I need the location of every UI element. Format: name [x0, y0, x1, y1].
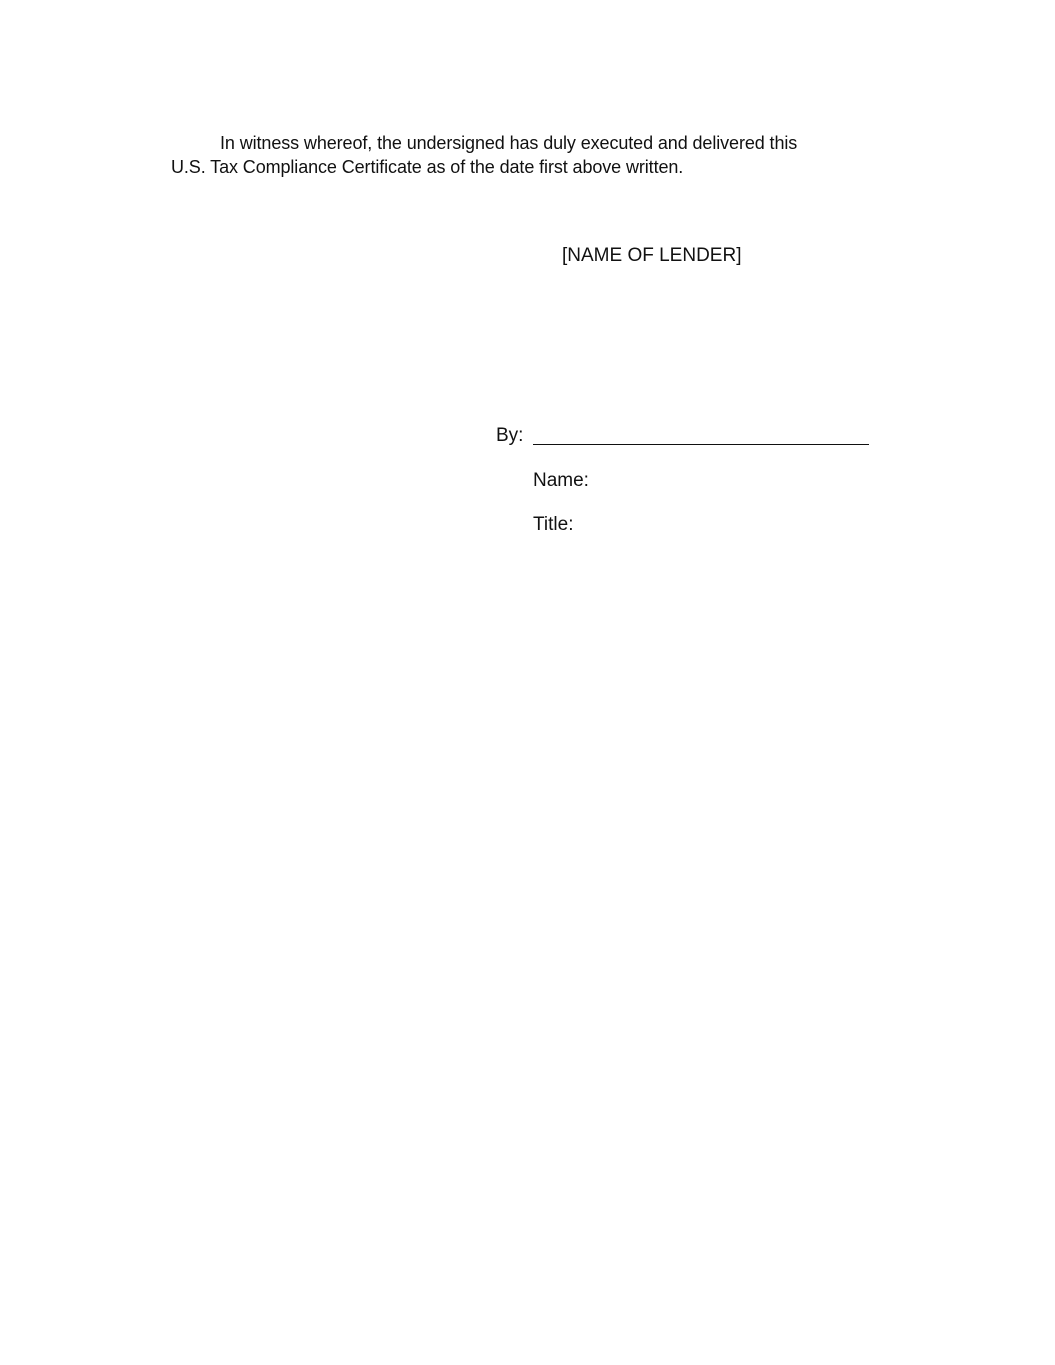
signature-line	[533, 444, 869, 445]
title-label: Title:	[533, 514, 574, 535]
witness-paragraph-line-1: In witness whereof, the undersigned has duly executed and delivered this	[220, 133, 798, 153]
lender-name: [NAME OF LENDER]	[562, 245, 742, 266]
by-label: By:	[496, 425, 524, 446]
witness-paragraph-line-2: U.S. Tax Compliance Certificate as of the date first above written.	[171, 157, 684, 177]
name-label: Name:	[533, 470, 589, 491]
